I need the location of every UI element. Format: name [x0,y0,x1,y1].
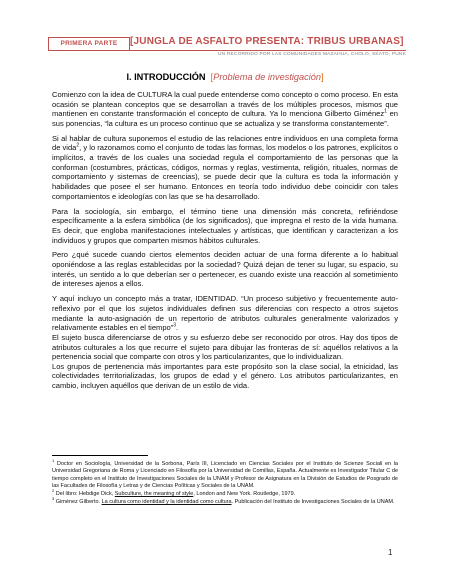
paragraph-2 [52,134,398,202]
footnote-2 [52,488,398,498]
body-text [52,90,398,391]
footnote-separator [52,455,148,456]
footnote-ref-3: 3 [173,322,177,329]
footnotes [52,458,398,507]
page-number: 1 [388,548,393,557]
footnote-ref-1: 1 [384,108,387,115]
paragraph-1 [52,90,398,129]
paragraph-1-text-a: Comienzo con la idea de CULTURA la cual puede entenderse como concepto o como proceso. En esta ocasión se plantean conceptos que se desarrollan a través de los múltiples procesos, mismos que mantienen en constante transformación el concepto de cultura. Ya lo menciona Gilberto Giménez [52,90,398,119]
paragraph-1-text-b: en sus ponencias, “la cultura es un proceso continuo que se actualiza y se transforma constantemente”. [52,109,398,128]
footnote-3-book-title: La cultura como identidad y la identidad como cultura [101,499,232,506]
footnote-3-number: 3 [52,496,55,502]
footnote-3-text-a: Giménez Gilberto. [54,499,102,506]
paragraph-5-text-a: Y aquí incluyo un concepto más a tratar, IDENTIDAD. “Un proceso subjetivo y frecuentemente auto-reflexivo por el que los sujetos individuales definen sus diferencias con respecto a otros sujetos mediante la auto-asignación de un repertorio de atributos culturales generalmente valorizados y relativamente estables en el tiempo” [52,294,398,333]
part-label-box: PRIMERA PARTE [48,37,130,51]
footnote-2-text-a: Del libro: Hebdige Dick, [54,491,115,498]
running-header-title: [JUNGLA DE ASFALTO PRESENTA: TRIBUS URBANAS] [130,36,404,47]
paragraph-3: Para la sociología, sin embargo, el término tiene una dimensión más concreta, refiriéndose específicamente a la esfera simbólica (de los significados), que impregna el resto de la vida humana. Es decir, que engloba manifestaciones intelectuales y artísticas, que identifican y caracterizan a los individuos y grupos que comparten mismos hábitos culturales. [52,206,398,245]
paragraph-4: Pero ¿qué sucede cuando ciertos elementos deciden actuar de una forma diferente a lo habitual oponiéndose a las reglas establecidas por la sociedad? Quizá dejan de tener su lugar, su espacio, su interés, un sentido a lo que deberían ser o pertenecer, es cuando existe una reacción al sometimiento de intereses ajenos a ellos. [52,250,398,289]
footnote-ref-2: 2 [76,142,80,149]
footnote-1-number: 1 [52,458,55,464]
paragraph-7: Los grupos de pertenencia más importantes para este propósito son la clase social, la etnicidad, las colectividades territorializadas, los grupos de edad y el género. Los atributos particularizantes, en cambio, incluyen aquéllos que derivan de un estilo de vida. [52,361,398,391]
header-divider [130,50,406,51]
running-header-subtitle: UN RECORRIDO POR LAS COMUNIDADES MAZAHUA, CHOLO, SKATO, PUNK [218,52,406,57]
section-title-text: I. INTRODUCCIÓN [126,72,206,82]
paragraph-2-text-b: , y lo razonamos como el conjunto de todas las formas, los modelos o los patrones, explícitos o implícitos, a través de los cuales una sociedad regula el comportamiento de las personas que la conforman (costumbres, prácticas, códigos, normas y reglas, vestimenta, religión, rituales, normas de comportamiento y sistemas de creencias), se puede decir que la cultura es toda la información y habilidades que posee el ser humano. Entonces en teoría todo individuo debe coincidir con tales comportamientos e ideologías con las que se ha desarrollado. [52,143,399,201]
footnote-2-book-title: Subculture, the meaning of style [114,491,194,498]
footnote-1-text: Doctor en Sociología, Universidad de la Sorbona, París III, Licenciado en Ciencias Sociales por el Instituto de Scienze Sociali en la Universidad Gregoriana de Roma y Licenciado en Filosofía por la Universidad de Comillas, España. Actualmente es Investigador Titular C de tiempo completo en el Instituto de Investigaciones Sociales de la UNAM y Profesor de Asignatura en la División de Estudios de Posgrado de las Facultades de Filosofía y Letras y de Ciencias Políticas y Sociales de la UNAM. [52,461,398,490]
footnote-2-number: 2 [52,488,55,494]
bracket-close: ] [321,72,324,82]
paragraph-6: El sujeto busca diferenciarse de otros y su esfuerzo debe ser reconocido por otros. Hay dos tipos de atributos culturales a los que recurre el sujeto para dibujar las fronteras de sí: aquéllos relativos a la pertenencia social que comparte con otros y los particularizantes, que lo individualizan. [52,332,398,362]
bracket-open: [ [210,72,214,82]
section-heading [0,72,450,82]
footnote-2-text-b: , London and New York. Routledge, 1979. [193,491,296,498]
footnote-3-text-b: . Publicación del Instituto de Investigaciones Sociales de la UNAM. [231,499,395,506]
footnote-1 [52,458,398,494]
paragraph-5-text-b: . [176,323,179,333]
paragraph-2-text-a: Si al hablar de cultura suponemos el estudio de las relaciones entre individuos en una completa forma de vida [52,133,398,153]
paragraph-5 [52,294,398,333]
section-subtitle: Problema de investigación [213,72,321,82]
footnote-3 [52,496,398,506]
